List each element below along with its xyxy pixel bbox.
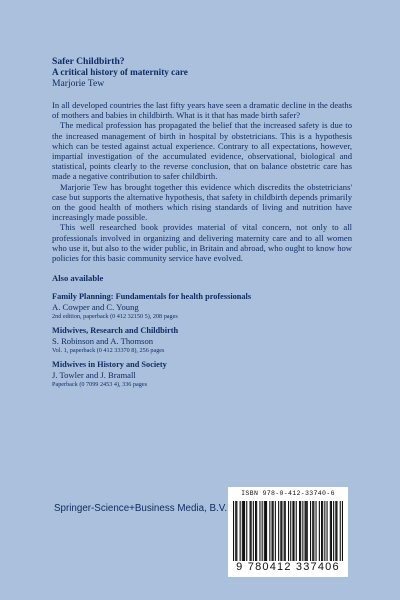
barcode-bar <box>253 501 254 561</box>
related-book <box>52 360 352 389</box>
barcode-bar <box>300 501 301 561</box>
barcode-bar <box>259 501 260 561</box>
blurb-paragraph: Marjorie Tew has brought together this evidence which discredits the obstetricians' case but supports the alternative hypothesis, that safety in childbirth depends primarily on the good health of mothers which rising standards of living and nutrition have increasingly made possible. <box>52 181 352 223</box>
related-book-authors: A. Cowper and C. Young <box>52 302 139 313</box>
related-book-authors: S. Robinson and A. Thomson <box>52 336 154 347</box>
barcode-bar <box>262 501 263 561</box>
barcode-bar <box>269 501 270 561</box>
barcode-bar <box>240 501 241 561</box>
barcode-bar <box>331 501 332 561</box>
barcode-bar <box>243 501 244 561</box>
barcode-bar <box>284 501 285 561</box>
barcode-bar <box>280 501 281 561</box>
barcode-bar <box>266 501 267 561</box>
barcode-icon <box>233 501 343 561</box>
barcode-bar <box>233 501 234 561</box>
barcode-bar <box>305 501 306 561</box>
book-subtitle: A critical history of maternity care <box>52 67 188 77</box>
barcode-bar <box>296 501 297 561</box>
barcode-bar <box>342 501 343 561</box>
barcode-bar <box>256 501 257 561</box>
publisher-name: Springer-Science+Business Media, B.V. <box>54 503 228 514</box>
related-book-title: Family Planning: Fundamentals for health professionals <box>52 292 252 302</box>
barcode-bar <box>330 501 331 561</box>
barcode-bar <box>265 501 266 561</box>
related-book-details: 2nd edition, paperback (0 412 32150 5), 208 pages <box>52 312 178 320</box>
barcode-bar <box>288 501 289 561</box>
barcode-bar <box>275 501 276 561</box>
barcode-bar <box>244 501 245 561</box>
barcode-bar <box>312 501 313 561</box>
related-book-title: Midwives, Research and Childbirth <box>52 326 179 336</box>
barcode-bar <box>327 501 328 561</box>
barcode-bar <box>335 501 336 561</box>
barcode-bar <box>236 501 237 561</box>
barcode-box <box>228 487 348 577</box>
related-book-title: Midwives in History and Society <box>52 360 167 370</box>
barcode-bar <box>302 501 303 561</box>
barcode-bar <box>246 501 247 561</box>
barcode-bar <box>290 501 291 561</box>
barcode-bar <box>307 501 308 561</box>
barcode-bar <box>278 501 279 561</box>
isbn-label: ISBN 978-0-412-33740-6 <box>241 490 335 497</box>
blurb-paragraph: The medical profession has propagated the belief that the increased safety is due to the increased management of birth in hospital by obstetricians. This is a hypothesis which can be tested against actual experience. Contrary to all expectations, however, impartial investigation of the accumulated evidence, observational, biological and statistical, points clearly to the reverse conclusion, that on balance obstetric care has made a negative contribution to safer childbirth. <box>52 120 352 182</box>
barcode-digits: 9 780412 337406 <box>236 561 340 573</box>
barcode-bar <box>255 501 256 561</box>
barcode-bar <box>310 501 311 561</box>
blurb-paragraph: In all developed countries the last fifty years have seen a dramatic decline in the deaths of mothers and babies in childbirth. What is it that has made birth safer? <box>52 100 352 121</box>
blurb-paragraph: This well researched book provides material of vital concern, not only to all professionals involved in organizing and delivering maternity care and to all women who use it, but also to the wider public, in Britain and abroad, who ought to know how policies for this basic community service have evolved. <box>52 222 352 264</box>
barcode-bar <box>273 501 274 561</box>
related-book-details: Vol. 1, paperback (0 412 33370 8), 256 pages <box>52 346 165 354</box>
barcode-bar <box>264 501 265 561</box>
barcode-bar <box>242 501 243 561</box>
barcode-bar <box>333 501 334 561</box>
related-book-authors: J. Towler and J. Bramall <box>52 370 136 381</box>
barcode-bar <box>324 501 325 561</box>
barcode-bar <box>322 501 323 561</box>
also-available-heading: Also available <box>52 273 104 284</box>
cover-text-block <box>52 56 352 389</box>
book-title: Safer Childbirth? <box>52 56 125 67</box>
barcode-bar <box>272 501 273 561</box>
barcode-bar <box>281 501 282 561</box>
blurb <box>52 100 352 263</box>
barcode-bar <box>321 501 322 561</box>
book-author: Marjorie Tew <box>52 78 105 89</box>
barcode-bar <box>313 501 314 561</box>
barcode-bar <box>235 501 236 561</box>
related-book <box>52 292 352 321</box>
barcode-bar <box>250 501 251 561</box>
related-book-details: Paperback (0 7099 2453 4), 336 pages <box>52 380 148 388</box>
barcode-bar <box>336 501 337 561</box>
also-available-list <box>52 292 352 389</box>
barcode-bar <box>319 501 320 561</box>
barcode-bar <box>292 501 293 561</box>
barcode-bar <box>285 501 286 561</box>
barcode-bar <box>294 501 295 561</box>
barcode-bar <box>340 501 341 561</box>
barcode-bar <box>299 501 300 561</box>
barcode-bar <box>251 501 252 561</box>
related-book <box>52 326 352 355</box>
barcode-bar <box>316 501 317 561</box>
barcode-bar <box>306 501 307 561</box>
